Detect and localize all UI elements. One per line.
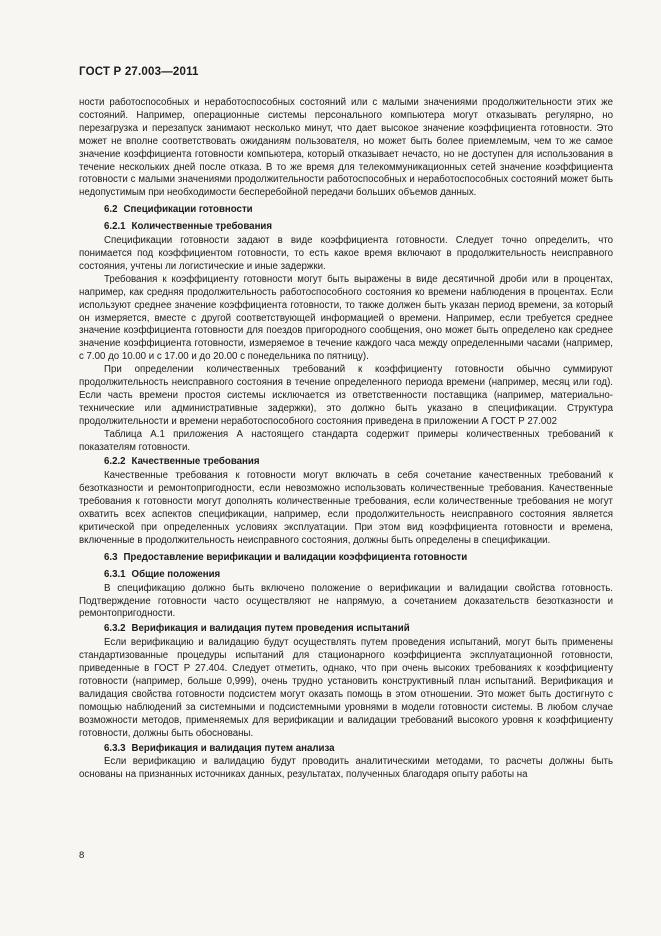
section-number: 6.3 bbox=[104, 551, 118, 563]
paragraph: При определении количественных требований к коэффициенту готовности обычно суммируют продолжительность неисправного состояния в течение определенного периода времени (например, месяц или год). Если часть времени простоя системы исключается из ответственности поставщика (например, материально-технические или административные задержки), это должно быть указано в спецификации. Структура продолжительности и времени неработоспособного состояния приведена в приложении А ГОСТ Р 27.002 bbox=[79, 364, 613, 427]
section-heading-6-3-3 bbox=[104, 743, 613, 756]
section-number: 6.3.2 bbox=[104, 623, 126, 635]
section-heading-6-3-1 bbox=[104, 569, 613, 582]
section-heading-6-3-2 bbox=[104, 623, 613, 636]
section-title: Верификация и валидация путем анализа bbox=[131, 742, 335, 754]
paragraph: ности работоспособных и неработоспособных состояний или с малыми значениями продолжительности этих же состояний. Например, операционные системы персонального компьютера могут отказывать регулярно, но перезагрузка и перезапуск занимают несколько минут, что дает высокое значение коэффициента готовности. Это может не вполне соответствовать ожиданиям пользователя, но может быть более приемлемым, чем то же самое значение коэффициента готовности компьютера, который отказывает нечасто, но не доступен для использования в течение нескольких дней после отказа. В то же время для телекоммуникационных сетей значение коэффициента готовности с малыми значениями продолжительности работоспособных и неработоспособных состояний может быть недопустимым при необходимости бесперебойной передачи больших объемов данных. bbox=[79, 97, 613, 199]
document-body bbox=[79, 97, 613, 782]
section-title: Спецификации готовности bbox=[123, 204, 253, 216]
section-number: 6.3.1 bbox=[104, 568, 126, 580]
section-title: Предоставление верификации и валидации коэффициента готовности bbox=[123, 551, 468, 563]
section-title: Количественные требования bbox=[131, 221, 273, 233]
section-number: 6.2.2 bbox=[104, 456, 126, 468]
paragraph: Если верификацию и валидацию будут осуществлять путем проведения испытаний, могут быть применены стандартизованные процедуры испытаний для стационарного коэффициента эксплуатационной готовности, приведенные в ГОСТ Р 27.404. Следует отметить, однако, что при очень высоких требованиях к коэффициенту готовности (например, больше 0,999), очень трудно установить конструктивный план испытаний. Верификация и валидация свойства готовности подсистем могут оказать помощь в этом отношении. Это может быть достигнуто с помощью наблюдений за системными и подсистемными уровнями в модели готовности системы. В любом случае возможности методов, применяемых для верификации и валидации требований высокого уровня к коэффициенту готовности, должны быть обоснованы. bbox=[79, 637, 613, 739]
section-number: 6.3.3 bbox=[104, 742, 126, 754]
paragraph: В спецификацию должно быть включено положение о верификации и валидации свойства готовность. Подтверждение готовности часто осуществляют не напрямую, а сочетанием доказательств безотказности и ремонтопригодности. bbox=[79, 582, 613, 620]
paragraph: Спецификации готовности задают в виде коэффициента готовности. Следует точно определить, что понимается под коэффициентом готовности, то есть какое время включают в продолжительность неисправного состояния, учтены ли логистические и иные задержки. bbox=[79, 235, 613, 272]
section-number: 6.2 bbox=[104, 204, 118, 216]
paragraph: Требования к коэффициенту готовности могут быть выражены в виде десятичной дроби или в процентах, например, как средняя продолжительность работоспособного состояния ко времени наблюдения в процентах. Если используют среднее значение коэффициента готовности, то также должен быть указан период времени, за который он измеряется, вместе с другой соответствующей информацией о времени. Например, если требуется среднее значение коэффициента готовности для поездов пригородного сообщения, оно может быть определено как среднее значение коэффициента готовности, измеряемое в течение каждого часа между определенными часами (например, с 7.00 до 10.00 и с 17.00 и до 20.00 с понедельника по пятницу). bbox=[79, 273, 613, 363]
paragraph: Если верификацию и валидацию будут проводить аналитическими методами, то расчеты должны быть основаны на признанных источниках данных, результатах, полученных благодаря опыту работы на bbox=[79, 756, 613, 781]
paragraph: Таблица А.1 приложения А настоящего стандарта содержит примеры количественных требований к показателям готовности. bbox=[79, 428, 613, 453]
document-header: ГОСТ Р 27.003—2011 bbox=[79, 66, 199, 78]
page-number: 8 bbox=[79, 850, 85, 861]
section-title: Верификация и валидация путем проведения испытаний bbox=[131, 623, 410, 635]
section-heading-6-2 bbox=[104, 204, 613, 217]
section-title: Качественные требования bbox=[131, 456, 260, 468]
paragraph: Качественные требования к готовности могут включать в себя сочетание качественных требований к безотказности и ремонтопригодности, если невозможно использовать количественные требования. Качественные требования к готовности могут дополнять количественные требования, если количественные требования не могут охватить всех аспектов спецификации, например, если продолжительность неисправного состояния является критической при определенных условиях эксплуатации. При этом вид коэффициента готовности и времена, включенные в продолжительность неисправного состояния, должны быть определены в спецификации. bbox=[79, 470, 613, 546]
section-heading-6-3 bbox=[104, 552, 613, 565]
section-heading-6-2-1 bbox=[104, 221, 613, 234]
section-title: Общие положения bbox=[131, 568, 221, 580]
section-number: 6.2.1 bbox=[104, 221, 126, 233]
section-heading-6-2-2 bbox=[104, 456, 613, 469]
